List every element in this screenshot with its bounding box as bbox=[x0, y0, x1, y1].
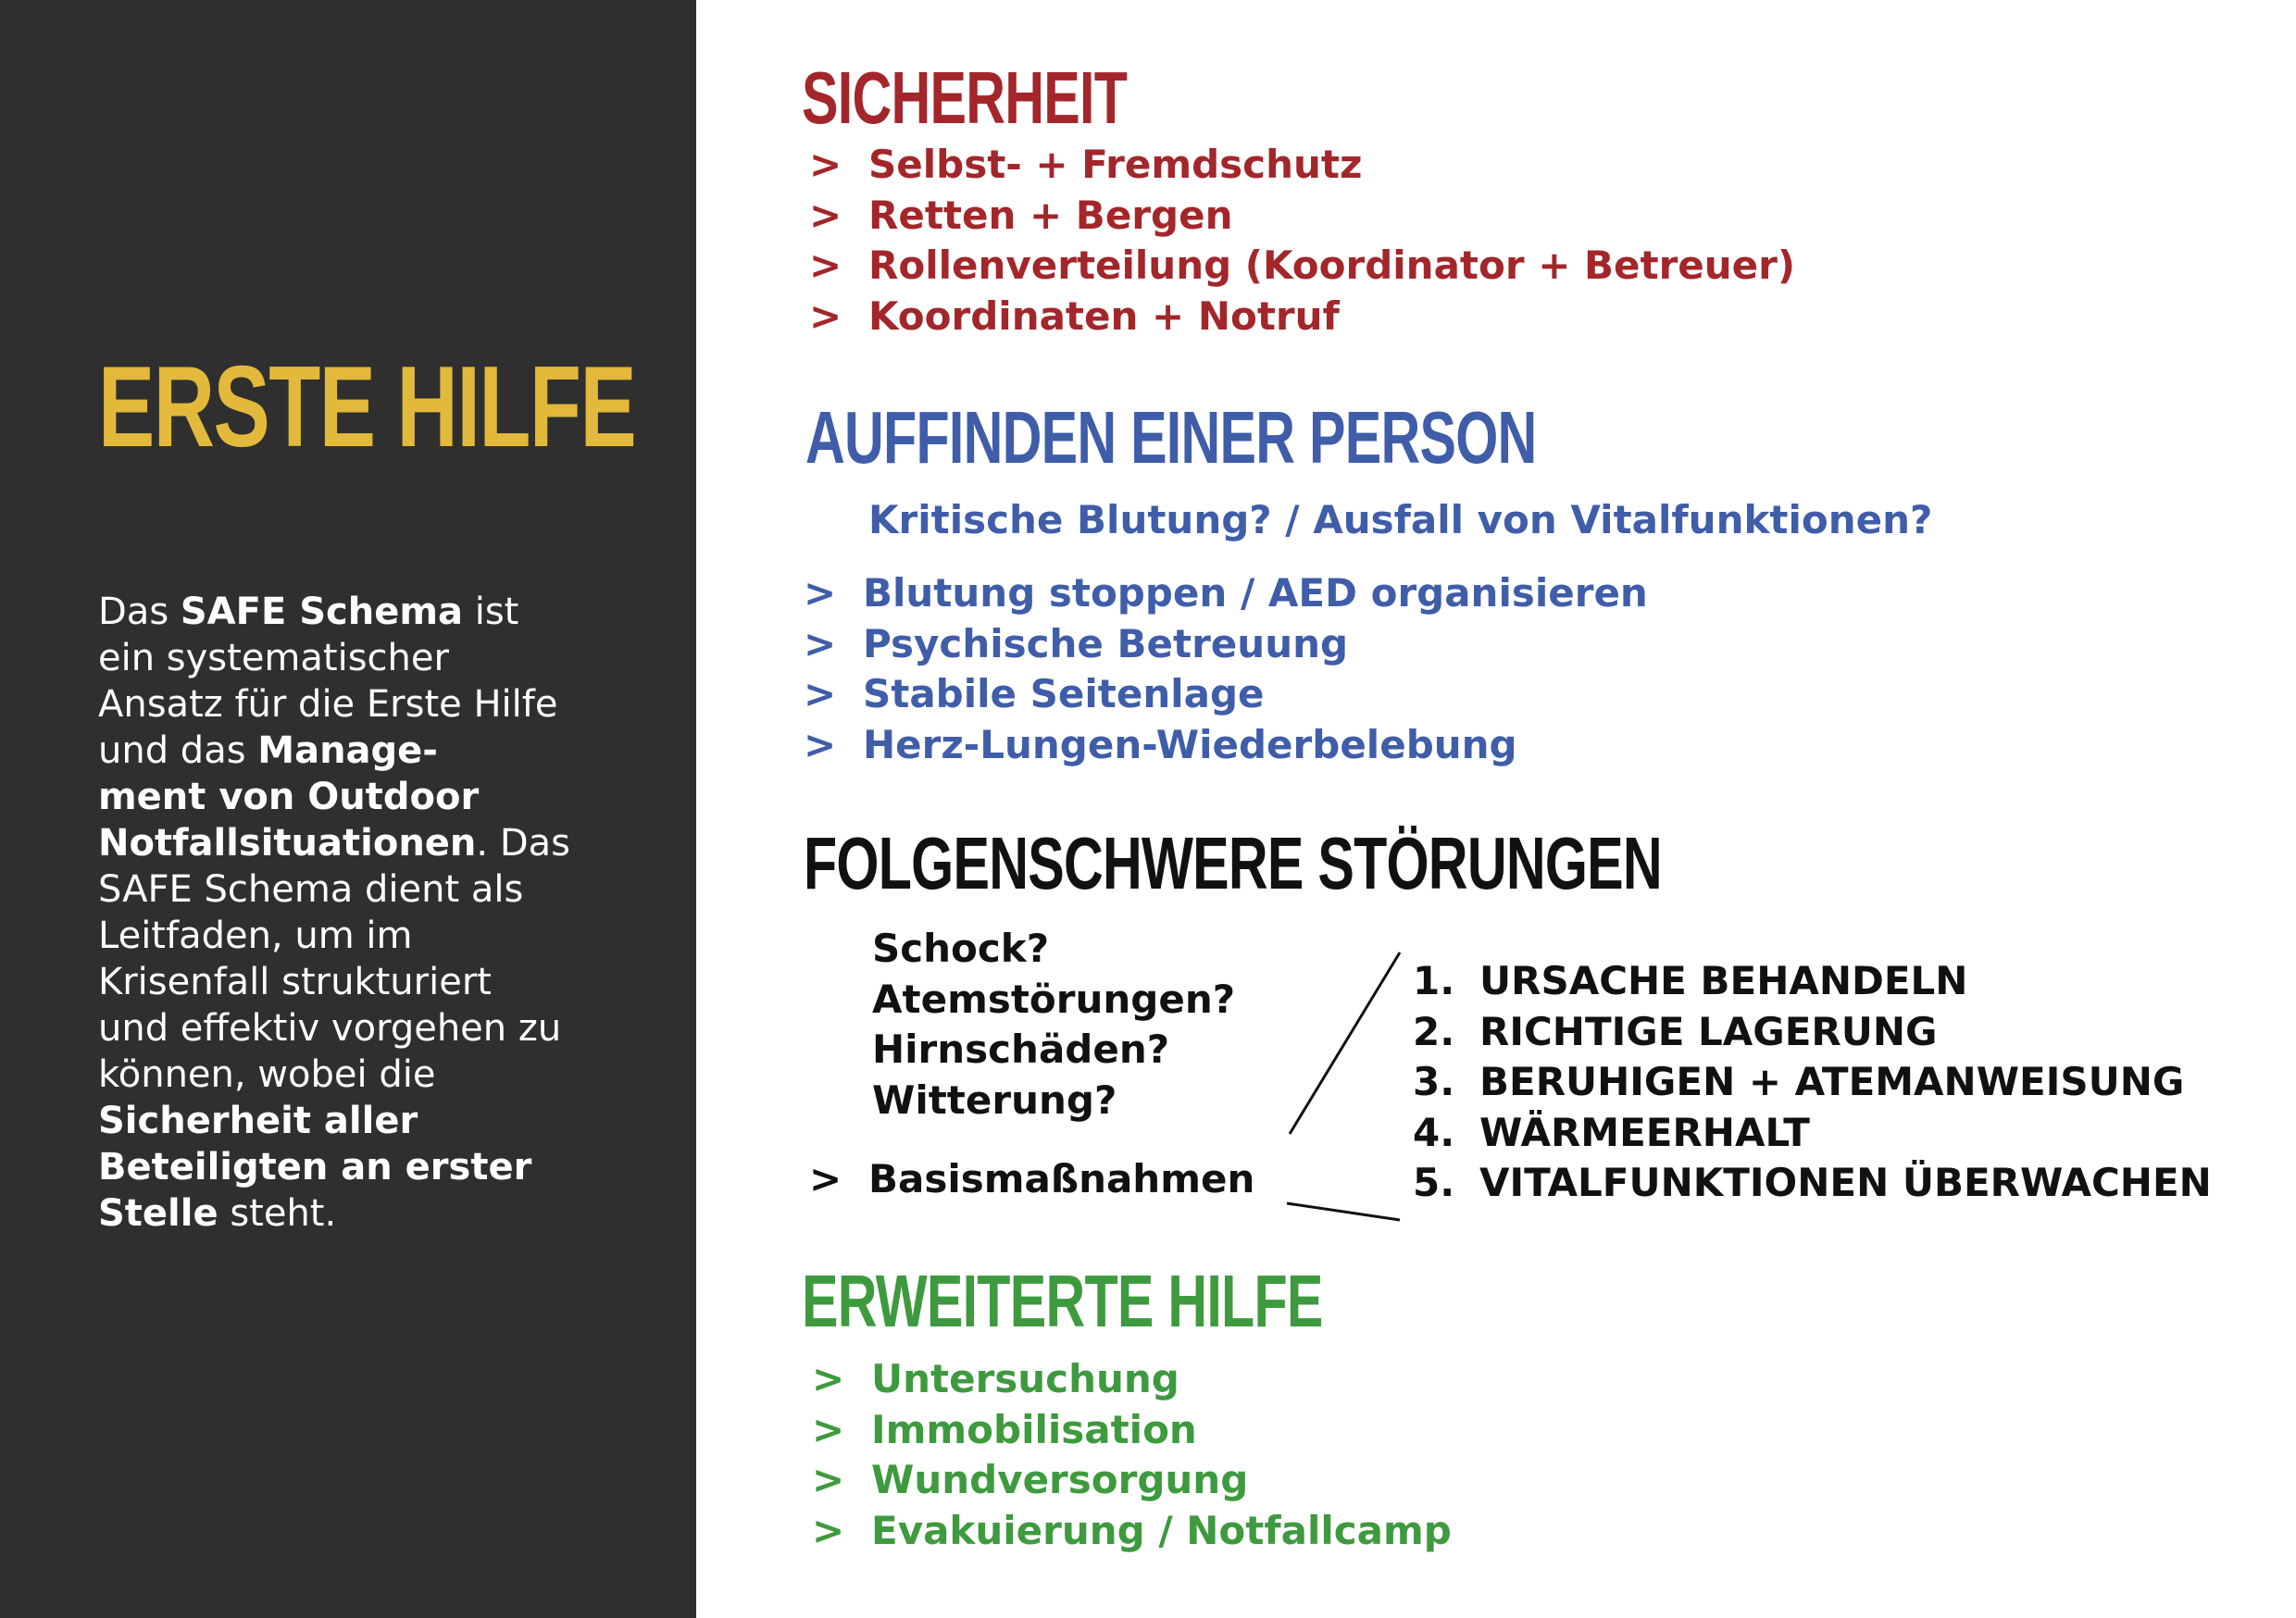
section-title-auffinden: AUFFINDEN EINER PERSON bbox=[805, 396, 1537, 479]
chevron-right-icon: > bbox=[804, 671, 837, 716]
step-label: BERUHIGEN + ATEMANWEISUNG bbox=[1479, 1059, 2185, 1104]
list-item-label: Blutung stoppen / AED organisieren bbox=[863, 570, 1648, 616]
chevron-right-icon: > bbox=[804, 620, 837, 666]
step-item bbox=[1413, 1108, 2212, 1159]
step-number: 2. bbox=[1413, 1008, 1455, 1054]
intro-bold: Notfallsituationen bbox=[98, 822, 477, 865]
chevron-right-icon: > bbox=[809, 1156, 842, 1201]
list-item bbox=[812, 1354, 1452, 1405]
step-number: 4. bbox=[1413, 1109, 1455, 1155]
chevron-right-icon: > bbox=[812, 1507, 845, 1553]
intro-bold: Sicherheit aller bbox=[98, 1100, 418, 1142]
chevron-right-icon: > bbox=[809, 243, 842, 288]
intro-line: und das bbox=[98, 729, 258, 772]
section-title-sicherheit: SICHERHEIT bbox=[802, 56, 1128, 139]
intro-bold: Manage- bbox=[257, 729, 438, 772]
list-item-label: Herz-Lungen-Wiederbelebung bbox=[863, 721, 1517, 767]
erweiterte-list bbox=[812, 1354, 1452, 1556]
intro-line: Leitfaden, um im bbox=[98, 915, 413, 957]
question-item: Hirnschäden? bbox=[872, 1027, 1170, 1072]
chevron-right-icon: > bbox=[804, 570, 837, 616]
chevron-right-icon: > bbox=[809, 142, 842, 187]
step-label: URSACHE BEHANDELN bbox=[1479, 958, 1968, 1003]
chevron-right-icon: > bbox=[804, 721, 837, 767]
main-title: ERSTE HILFE bbox=[98, 343, 636, 471]
question-item: Schock? bbox=[872, 926, 1050, 971]
intro-bold: Beteiligten an erster bbox=[98, 1146, 532, 1189]
list-item bbox=[812, 1405, 1452, 1456]
intro-line: Das bbox=[98, 591, 181, 633]
intro-line: Krisenfall strukturiert bbox=[98, 961, 492, 1003]
list-item-label: Retten + Bergen bbox=[868, 192, 1233, 238]
connector-line-lower bbox=[1287, 1203, 1400, 1220]
connector-line-upper bbox=[1290, 952, 1400, 1134]
auffinden-question: Kritische Blutung? / Ausfall von Vitalfunktionen? bbox=[868, 497, 1933, 542]
list-item-label: Stabile Seitenlage bbox=[863, 671, 1265, 716]
list-item-label: Psychische Betreuung bbox=[863, 620, 1349, 666]
step-label: RICHTIGE LAGERUNG bbox=[1479, 1008, 1938, 1054]
list-item-label: Rollenverteilung (Koordinator + Betreuer) bbox=[868, 243, 1796, 288]
chevron-right-icon: > bbox=[812, 1406, 845, 1452]
section-title-folgenschwere: FOLGENSCHWERE STÖRUNGEN bbox=[804, 822, 1662, 904]
intro-line: SAFE Schema dient als bbox=[98, 868, 524, 911]
list-item-label: Untersuchung bbox=[871, 1356, 1179, 1401]
intro-bold: SAFE Schema bbox=[180, 591, 464, 633]
list-item-label: Wundversorgung bbox=[871, 1457, 1249, 1502]
step-item bbox=[1413, 956, 2212, 1007]
step-number: 5. bbox=[1413, 1160, 1455, 1205]
intro-line: und effektiv vorgehen zu bbox=[98, 1007, 562, 1050]
chevron-right-icon: > bbox=[809, 292, 842, 339]
intro-bold: Stelle bbox=[98, 1192, 218, 1235]
intro-bold: ment von Outdoor bbox=[98, 776, 480, 818]
step-item bbox=[1413, 1007, 2212, 1058]
list-item bbox=[812, 1455, 1452, 1506]
step-item bbox=[1413, 1057, 2212, 1108]
step-item bbox=[1413, 1158, 2212, 1209]
intro-line: ist bbox=[463, 591, 519, 633]
steps-list bbox=[1413, 956, 2212, 1209]
step-label: WÄRMEERHALT bbox=[1479, 1109, 1810, 1155]
step-number: 1. bbox=[1413, 958, 1455, 1003]
list-item-label: Koordinaten + Notruf bbox=[868, 292, 1340, 339]
chevron-right-icon: > bbox=[809, 192, 842, 238]
intro-line: . Das bbox=[476, 822, 570, 865]
list-item-label: Selbst- + Fremdschutz bbox=[868, 142, 1363, 187]
intro-line: können, wobei die bbox=[98, 1053, 436, 1096]
question-item: Atemstörungen? bbox=[872, 976, 1236, 1022]
chevron-right-icon: > bbox=[812, 1356, 845, 1401]
step-number: 3. bbox=[1413, 1059, 1455, 1104]
list-item-label: Immobilisation bbox=[871, 1406, 1197, 1452]
list-item-label: Evakuierung / Notfallcamp bbox=[871, 1507, 1452, 1553]
intro-line: ein systematischer bbox=[98, 637, 449, 679]
intro-line: steht. bbox=[218, 1192, 337, 1235]
step-label: VITALFUNKTIONEN ÜBERWACHEN bbox=[1479, 1160, 2212, 1205]
intro-line: Ansatz für die Erste Hilfe bbox=[98, 683, 558, 726]
question-item: Witterung? bbox=[872, 1077, 1117, 1123]
chevron-right-icon: > bbox=[812, 1457, 845, 1502]
list-item-label: Basismaßnahmen bbox=[868, 1156, 1255, 1201]
list-item bbox=[812, 1506, 1452, 1557]
section-title-erweiterte: ERWEITERTE HILFE bbox=[802, 1260, 1323, 1342]
